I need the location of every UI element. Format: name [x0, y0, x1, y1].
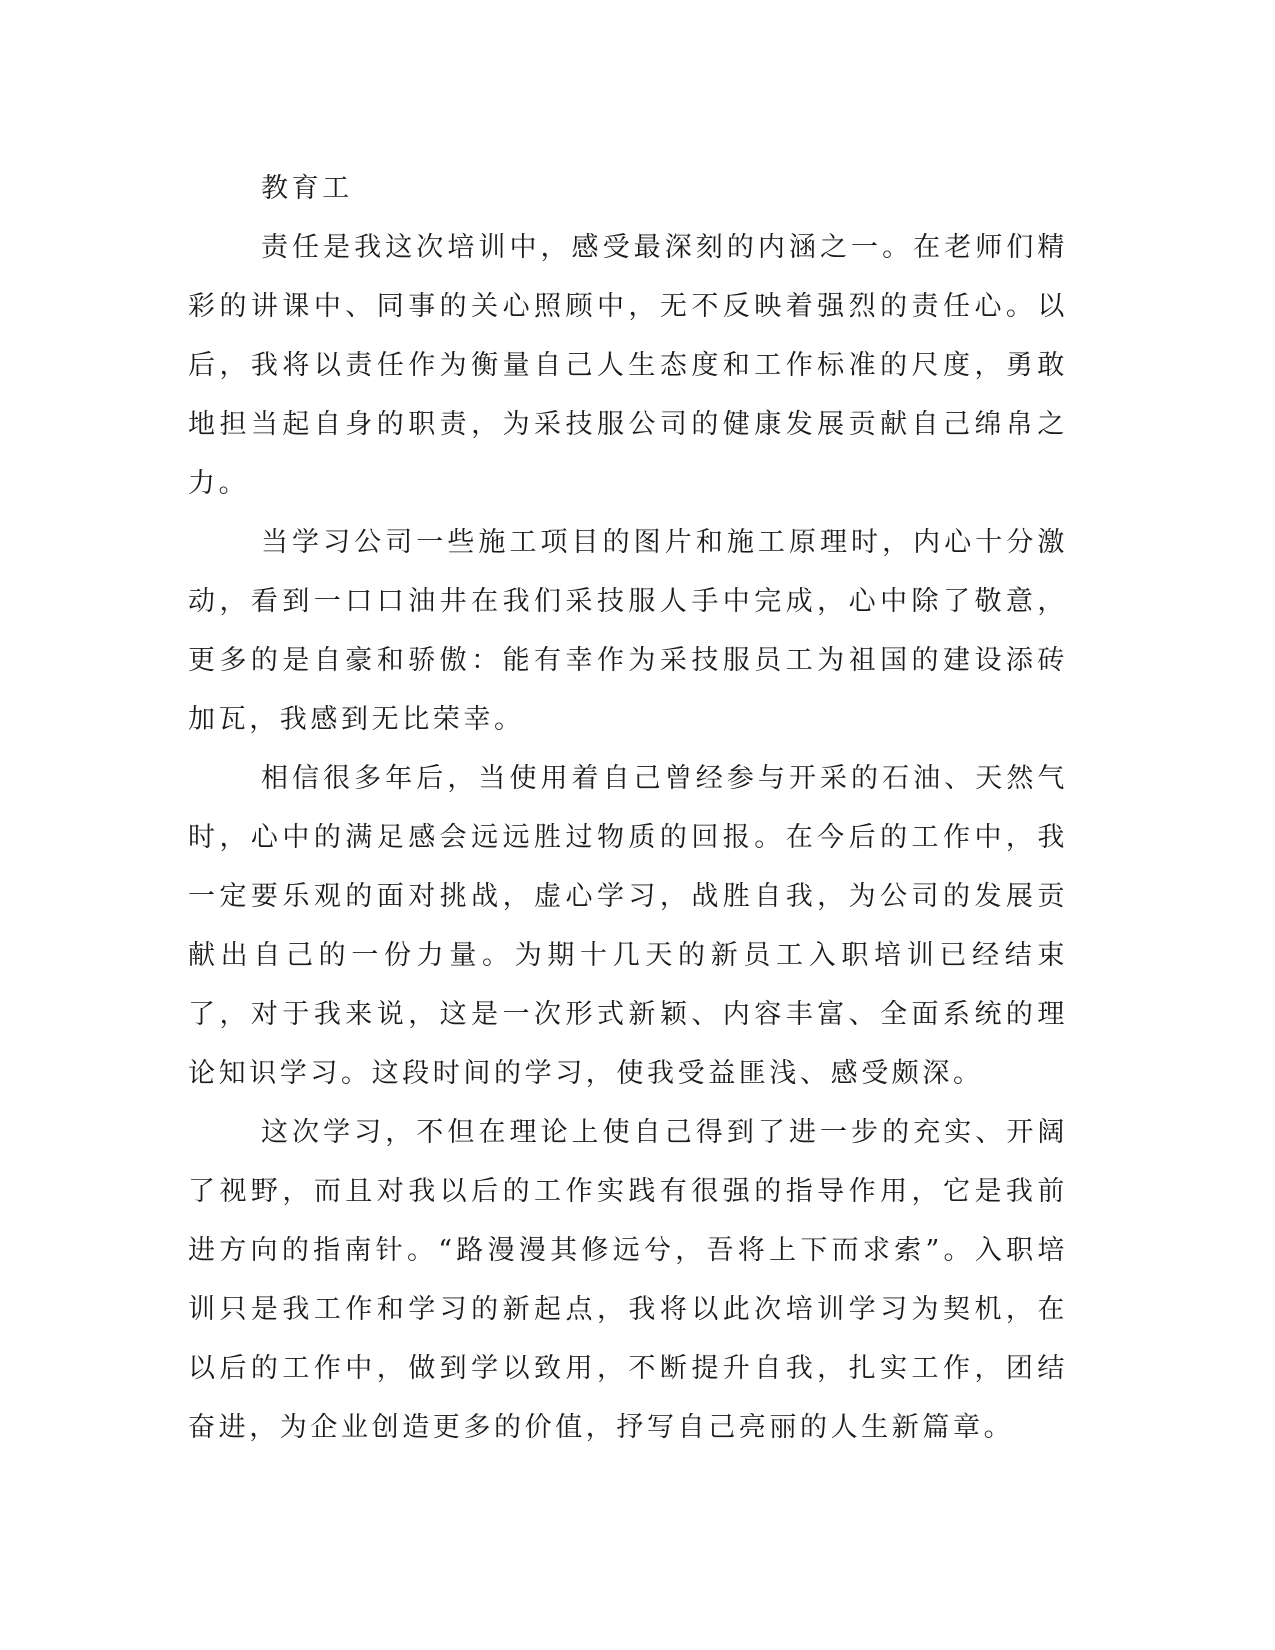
paragraph-responsibility: 责任是我这次培训中，感受最深刻的内涵之一。在老师们精彩的讲课中、同事的关心照顾中，无不反映着强烈的责任心。以后，我将以责任作为衡量自己人生态度和工作标准的尺度，勇敢地担当起自身的职责，为采技服公司的健康发展贡献自己绵帛之力。 [188, 232, 1068, 499]
document-body [188, 159, 1068, 1457]
paragraph-construction-projects: 当学习公司一些施工项目的图片和施工原理时，内心十分激动，看到一口口油井在我们采技服人手中完成，心中除了敬意，更多的是自豪和骄傲：能有幸作为采技服员工为祖国的建设添砖加瓦，我感到无比荣幸。 [188, 527, 1068, 735]
paragraph-learning-summary: 这次学习，不但在理论上使自己得到了进一步的充实、开阔了视野，而且对我以后的工作实践有很强的指导作用，它是我前进方向的指南针。“路漫漫其修远兮，吾将上下而求索”。入职培训只是我工作和学习的新起点，我将以此次培训学习为契机，在以后的工作中，做到学以致用，不断提升自我，扎实工作，团结奋进，为企业创造更多的价值，抒写自己亮丽的人生新篇章。 [188, 1117, 1068, 1443]
paragraph-future-work: 相信很多年后，当使用着自己曾经参与开采的石油、天然气时，心中的满足感会远远胜过物质的回报。在今后的工作中，我一定要乐观的面对挑战，虚心学习，战胜自我，为公司的发展贡献出自己的一份力量。为期十几天的新员工入职培训已经结束了，对于我来说，这是一次形式新颖、内容丰富、全面系统的理论知识学习。这段时间的学习，使我受益匪浅、感受颇深。 [188, 763, 1068, 1089]
paragraph-heading: 教育工 [261, 173, 353, 204]
